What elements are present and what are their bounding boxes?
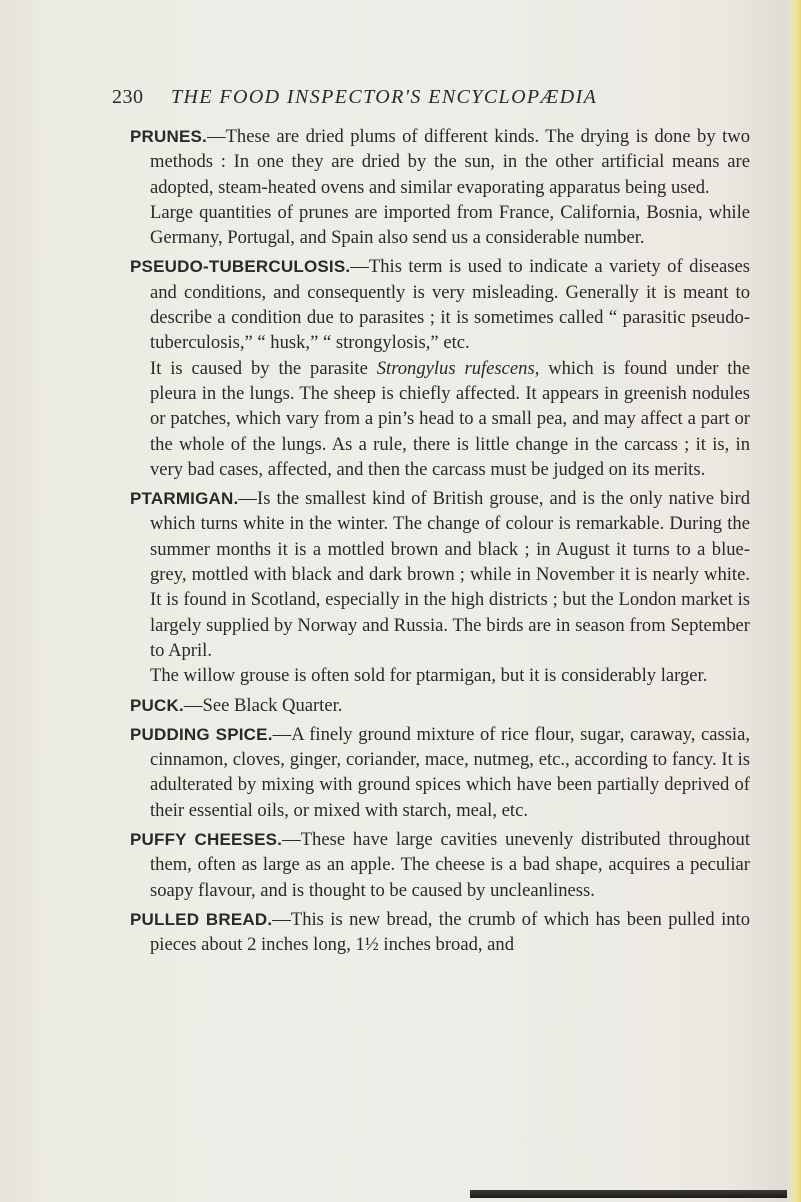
entry-text: It is caused by the parasite (150, 357, 377, 379)
entry-term: PTARMIGAN. (130, 489, 239, 509)
entry-paragraph (130, 907, 750, 958)
entry-text: —This term is used to indicate a variety of diseases and conditions, and consequently is very misleading. Generally it is meant to describe a condition due to parasites ; it is sometimes called “ parasitic pseudo-tuberculosis,” “ husk,” “ strongylosis,” etc. (150, 256, 750, 354)
entry-puck (130, 693, 750, 718)
entry-paragraph (130, 663, 750, 688)
entry-term: PULLED BREAD. (130, 909, 273, 929)
page-number: 230 (112, 86, 144, 108)
entry-pulled-bread (130, 907, 750, 958)
entry-term: PUFFY CHEESES. (130, 830, 283, 850)
entry-text: , which is found under the pleura in the lungs. The sheep is chiefly affected. It appears in greenish nodules or patches, which vary from a pin’s head to a small pea, and may affect a part or the whole of the lungs. As a rule, there is little change in the carcass ; it is, in very bad cases, affected, and then the carcass must be judged on its merits. (150, 357, 750, 480)
page-body (130, 124, 750, 962)
entry-text: —A finely ground mixture of rice flour, sugar, caraway, cassia, cinnamon, cloves, ginger, coriander, mace, nutmeg, etc., according to fancy. It is adulterated by mixing with ground spices which have been partially deprived of their essential oils, or mixed with starch, meal, etc. (150, 723, 751, 821)
entry-paragraph (130, 827, 750, 903)
entry-paragraph (130, 486, 750, 663)
entry-term: PUDDING SPICE. (130, 724, 273, 744)
entry-pseudo-tuberculosis (130, 254, 750, 482)
entry-text: —These are dried plums of different kinds. The drying is done by two methods : In one they are dried by the sun, in the other artificial means are adopted, steam-heated ovens and similar evaporating apparatus being used. (150, 126, 750, 198)
entry-paragraph (130, 722, 750, 823)
entry-term: PRUNES. (130, 127, 207, 146)
entry-paragraph (130, 356, 750, 482)
entry-term: PUCK. (130, 695, 184, 715)
entry-term: PSEUDO-TUBERCULOSIS. (130, 257, 351, 277)
species-name: Strongylus rufescens (376, 357, 535, 379)
entry-puffy-cheeses (130, 827, 750, 903)
entry-ptarmigan (130, 486, 750, 688)
entry-text: —These have large cavities unevenly distributed throughout them, often as large as an apple. The cheese is a bad shape, acquires a peculiar soapy flavour, and is thought to be caused by uncleanliness. (150, 829, 750, 901)
bottom-rule (470, 1190, 787, 1198)
entry-text: The willow grouse is often sold for ptarmigan, but it is considerably larger. (150, 665, 708, 687)
entry-text: —Is the smallest kind of British grouse, and is the only native bird which turns white in the winter. The change of colour is remarkable. During the summer months it is a mottled brown and black ; in August it turns to a blue-grey, mottled with black and dark brown ; while in November it is nearly white. It is found in Scotland, especially in the high districts ; but the London market is largely supplied by Norway and Russia. The birds are in season from September to April. (150, 488, 750, 661)
running-header (112, 86, 712, 109)
page-edge (787, 0, 801, 1202)
entry-text: Large quantities of prunes are imported from France, California, Bosnia, while Germany, Portugal, and Spain also send us a considerable number. (150, 201, 750, 249)
entry-paragraph (130, 254, 750, 355)
entry-paragraph (130, 200, 750, 251)
entry-text: —This is new bread, the crumb of which has been pulled into pieces about 2 inches long, 1½ inches broad, and (150, 908, 750, 956)
entry-prunes (130, 124, 750, 250)
entry-paragraph (130, 693, 750, 718)
entry-text: —See Black Quarter. (183, 694, 343, 716)
running-title: THE FOOD INSPECTOR'S ENCYCLOPÆDIA (171, 86, 598, 108)
entry-paragraph (130, 124, 750, 200)
entry-pudding-spice (130, 722, 750, 823)
